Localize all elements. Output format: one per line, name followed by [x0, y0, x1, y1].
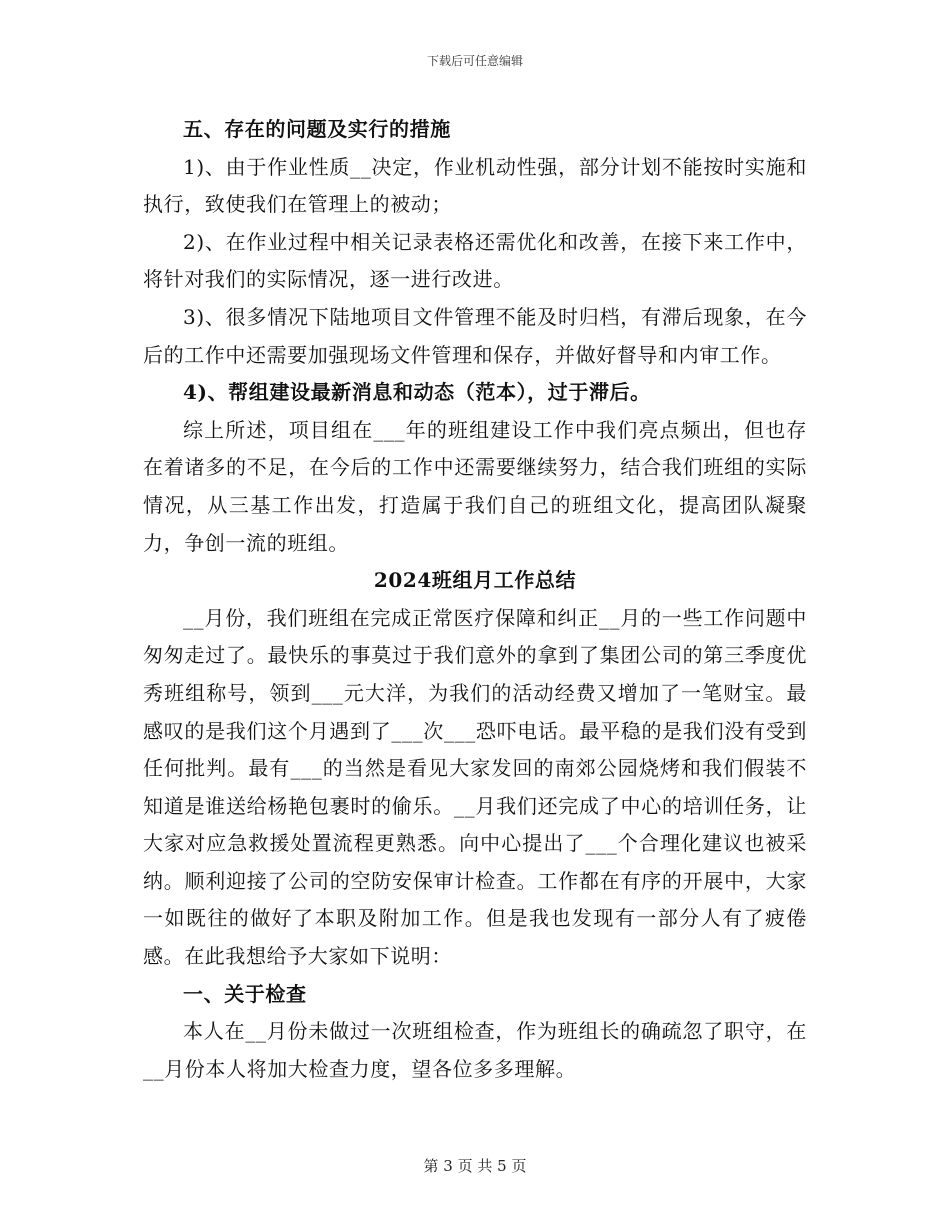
- page-header: 下载后可任意编辑: [426, 54, 523, 68]
- paragraph-item-1: 1)、由于作业性质__决定，作业机动性强，部分计划不能按时实施和执行，致使我们在管理上的被动；: [143, 154, 807, 217]
- document-title: 2024班组月工作总结: [373, 568, 577, 593]
- paragraph-item-4: 4)、帮组建设最新消息和动态（范本），过于滞后。: [183, 380, 651, 405]
- paragraph-intro: __月份，我们班组在完成正常医疗保障和纠正__月的一些工作问题中匆匆走过了。最快乐的事莫过于我们意外的拿到了集团公司的第三季度优秀班组称号，领到___元大洋，为我们的活动经费又增加了一笔财宝。最感叹的是我们这个月遇到了___次___恐吓电话。最平稳的是我们没有受到任何批判。最有___的当然是看见大家发回的南郊公园烧烤和我们假装不知道是谁送给杨艳包裹时的偷乐。__月我们还完成了中心的培训任务，让大家对应急救援处置流程更熟悉。向中心提出了___个合理化建议也被采纳。顺利迎接了公司的空防安保审计检查。工作都在有序的开展中，大家一如既往的做好了本职及附加工作。但是我也发现有一部分人有了疲倦感。在此我想给予大家如下说明：: [143, 605, 807, 969]
- document-body: [143, 111, 807, 1088]
- page-footer: 第 3 页 共 5 页: [423, 1157, 527, 1175]
- paragraph-item-2: 2)、在作业过程中相关记录表格还需优化和改善，在接下来工作中，将针对我们的实际情况，逐一进行改进。: [143, 229, 807, 292]
- section-heading-problems: 五、存在的问题及实行的措施: [183, 117, 451, 141]
- paragraph-inspection: 本人在__月份未做过一次班组检查，作为班组长的确疏忽了职守，在__月份本人将加大检查力度，望各位多多理解。: [143, 1019, 807, 1081]
- section-heading-inspection: 一、关于检查: [183, 981, 307, 1006]
- paragraph-summary: 综上所述，项目组在___年的班组建设工作中我们亮点频出，但也存在着诸多的不足，在今后的工作中还需要继续努力，结合我们班组的实际情况，从三基工作出发，打造属于我们自己的班组文化，提高团队凝聚力，争创一流的班组。: [143, 417, 807, 555]
- paragraph-item-3: 3)、很多情况下陆地项目文件管理不能及时归档，有滞后现象，在今后的工作中还需要加强现场文件管理和保存，并做好督导和内审工作。: [143, 304, 807, 367]
